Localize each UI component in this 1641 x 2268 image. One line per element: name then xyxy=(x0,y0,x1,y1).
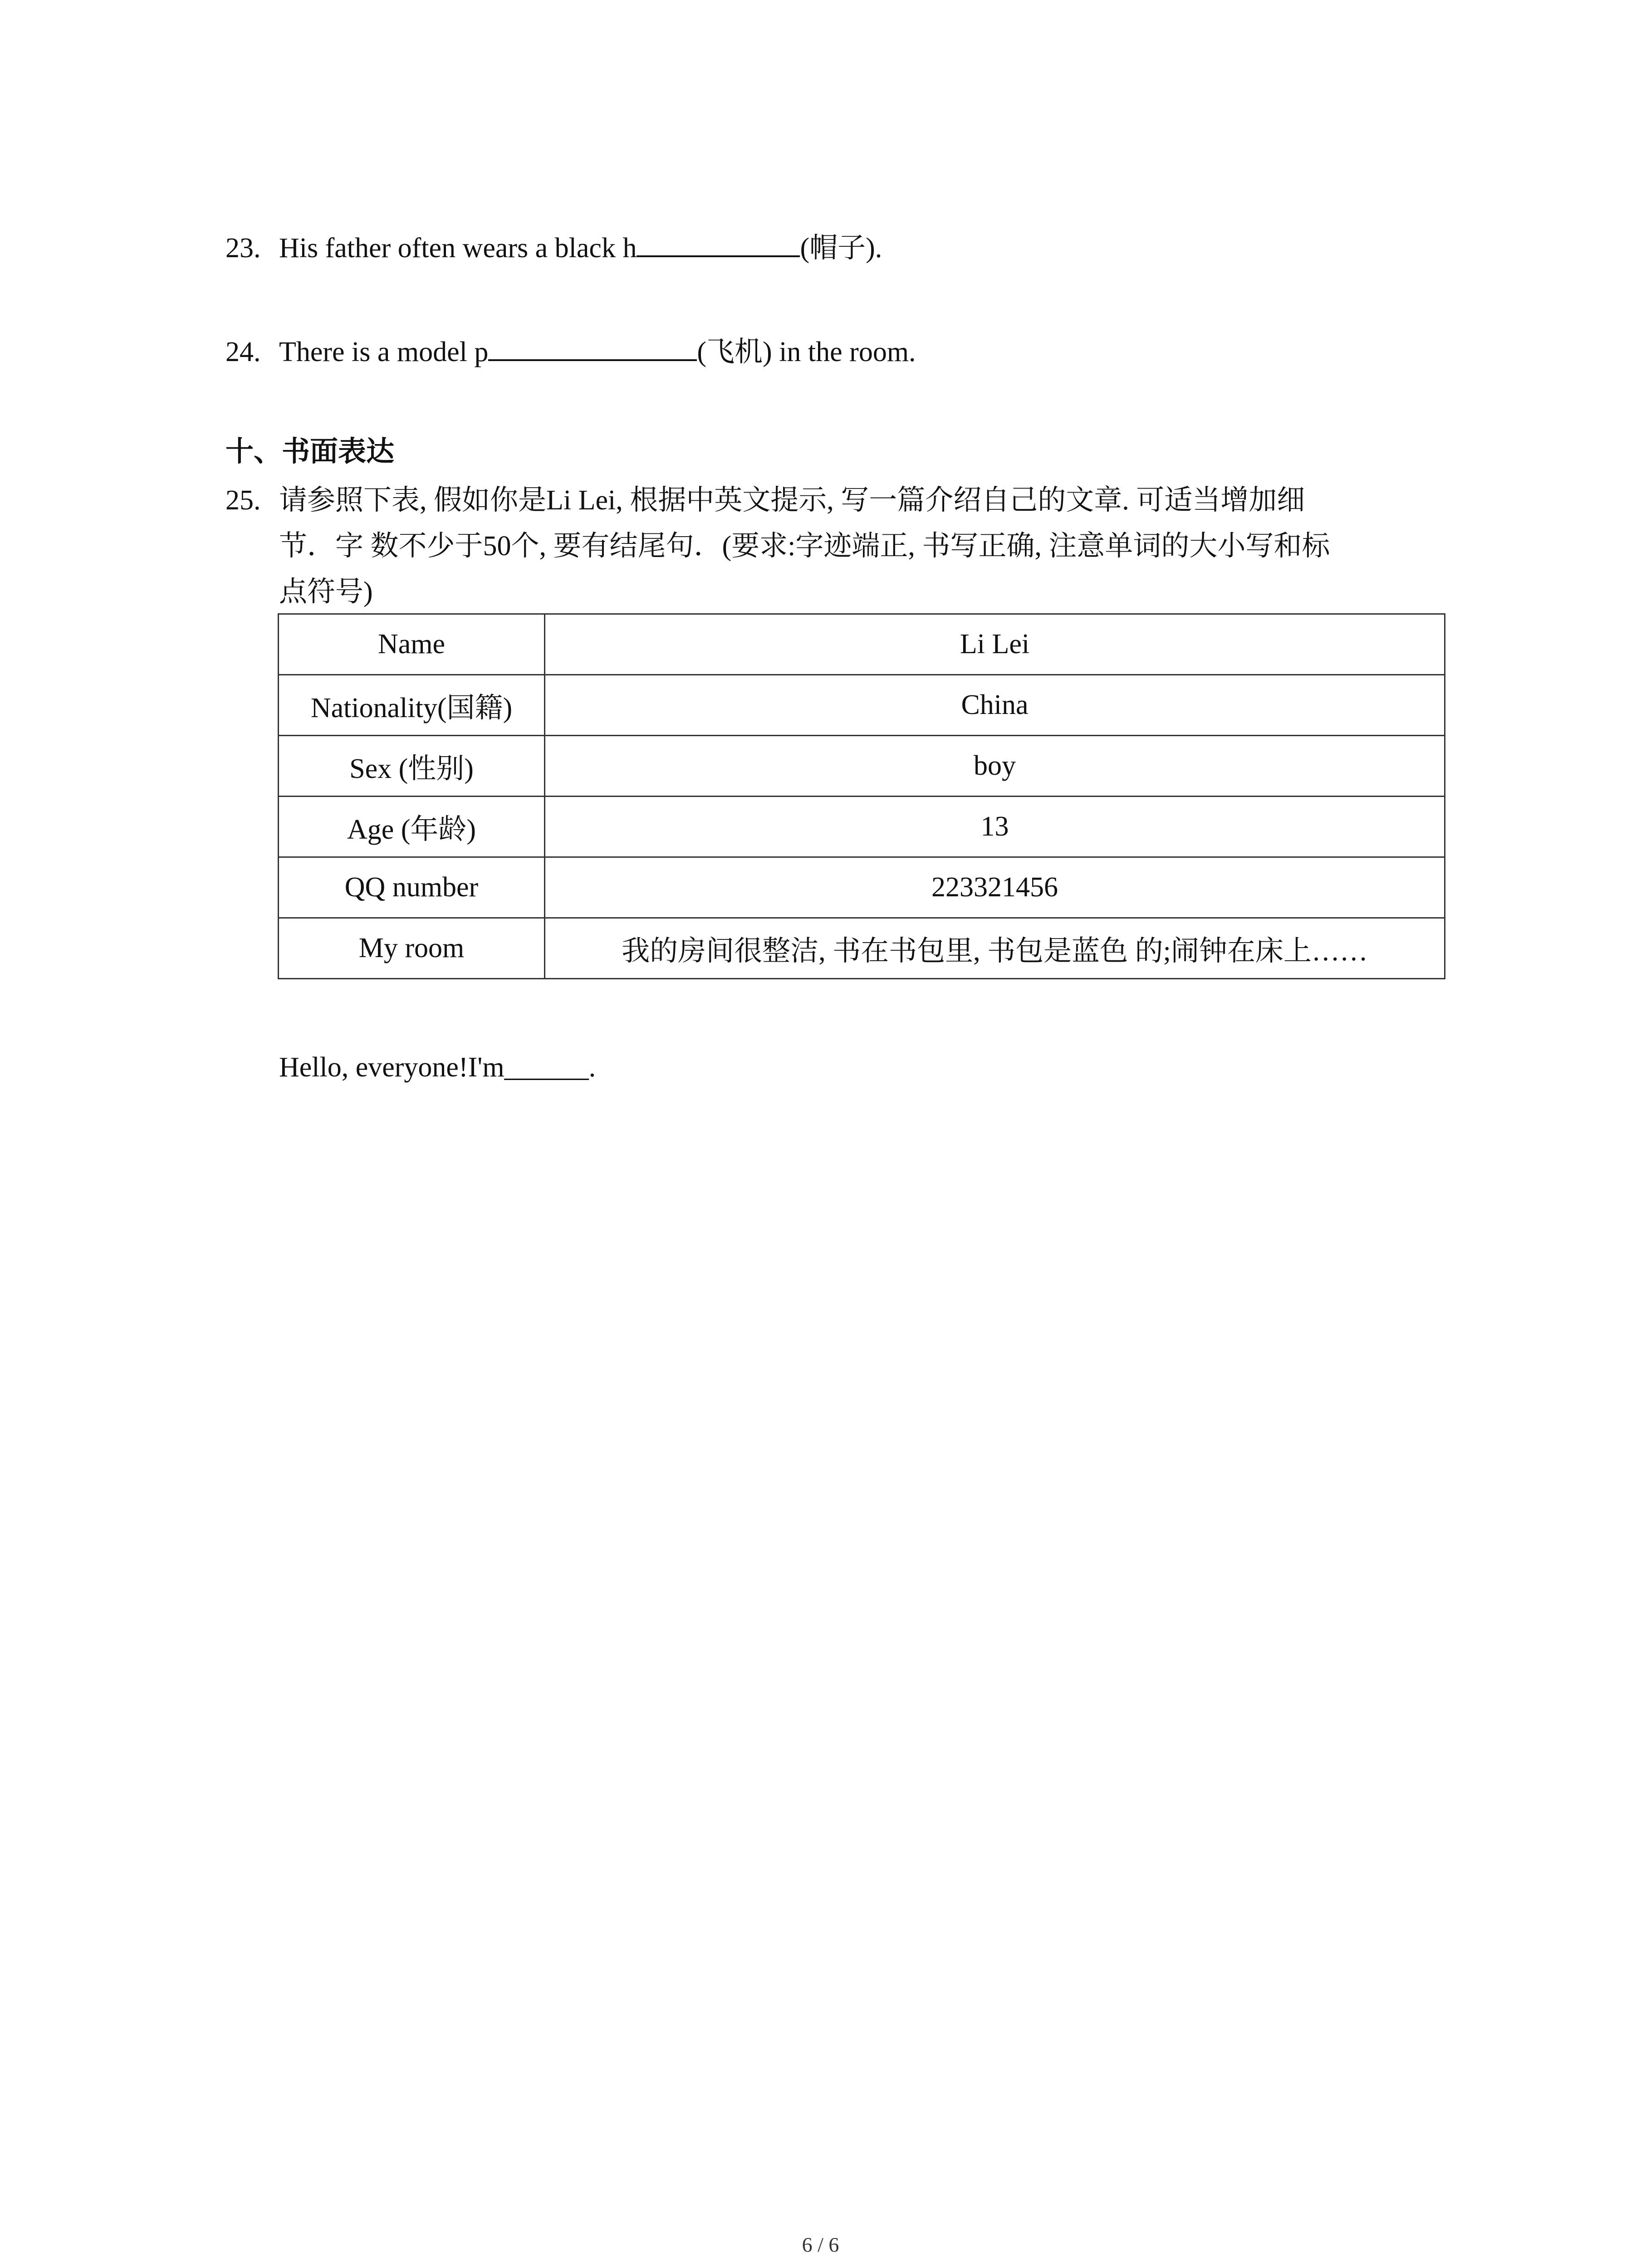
answer-blank[interactable] xyxy=(488,333,697,361)
table-row xyxy=(279,614,1445,675)
info-table xyxy=(278,613,1445,979)
table-row xyxy=(279,857,1445,918)
question-25-line-2: 节．字 数不少于50个, 要有结尾句．(要求:字迹端正, 书写正确, 注意单词的大小写和标 xyxy=(279,531,1330,562)
question-hint: (帽子). xyxy=(800,233,882,264)
row-value: Li Lei xyxy=(545,614,1445,675)
question-text: There is a model p xyxy=(279,337,489,367)
question-23 xyxy=(225,229,882,262)
question-text: His father often wears a black h xyxy=(279,233,637,264)
row-value: 223321456 xyxy=(545,857,1445,918)
row-label: Age (年龄) xyxy=(279,797,545,857)
page-number: 6 / 6 xyxy=(802,2233,839,2256)
row-value: China xyxy=(545,675,1445,736)
table-row xyxy=(279,918,1445,979)
question-24 xyxy=(225,333,916,366)
row-value: 13 xyxy=(545,797,1445,857)
row-label: Nationality(国籍) xyxy=(279,675,545,736)
row-label: My room xyxy=(279,918,545,979)
question-hint: (飞机) in the room. xyxy=(697,337,916,367)
answer-blank[interactable] xyxy=(637,229,800,257)
row-label: Name xyxy=(279,614,545,675)
table-row xyxy=(279,675,1445,736)
question-25-line-3: 点符号) xyxy=(279,577,373,607)
row-label: Sex (性别) xyxy=(279,736,545,797)
question-25-line-1: 请参照下表, 假如你是Li Lei, 根据中英文提示, 写一篇介绍自己的文章. 可适当增加细 xyxy=(279,485,1305,516)
table-row xyxy=(279,797,1445,857)
question-number: 24. xyxy=(225,337,261,367)
row-label: QQ number xyxy=(279,857,545,918)
question-number: 23. xyxy=(225,233,261,264)
row-value: 我的房间很整洁, 书在书包里, 书包是蓝色 的;闹钟在床上…… xyxy=(545,918,1445,979)
row-value: boy xyxy=(545,736,1445,797)
answer-starter: Hello, everyone!I'm______. xyxy=(279,1052,596,1083)
question-25-number: 25. xyxy=(225,485,261,516)
table-row xyxy=(279,736,1445,797)
section-heading: 十、书面表达 xyxy=(225,435,395,468)
